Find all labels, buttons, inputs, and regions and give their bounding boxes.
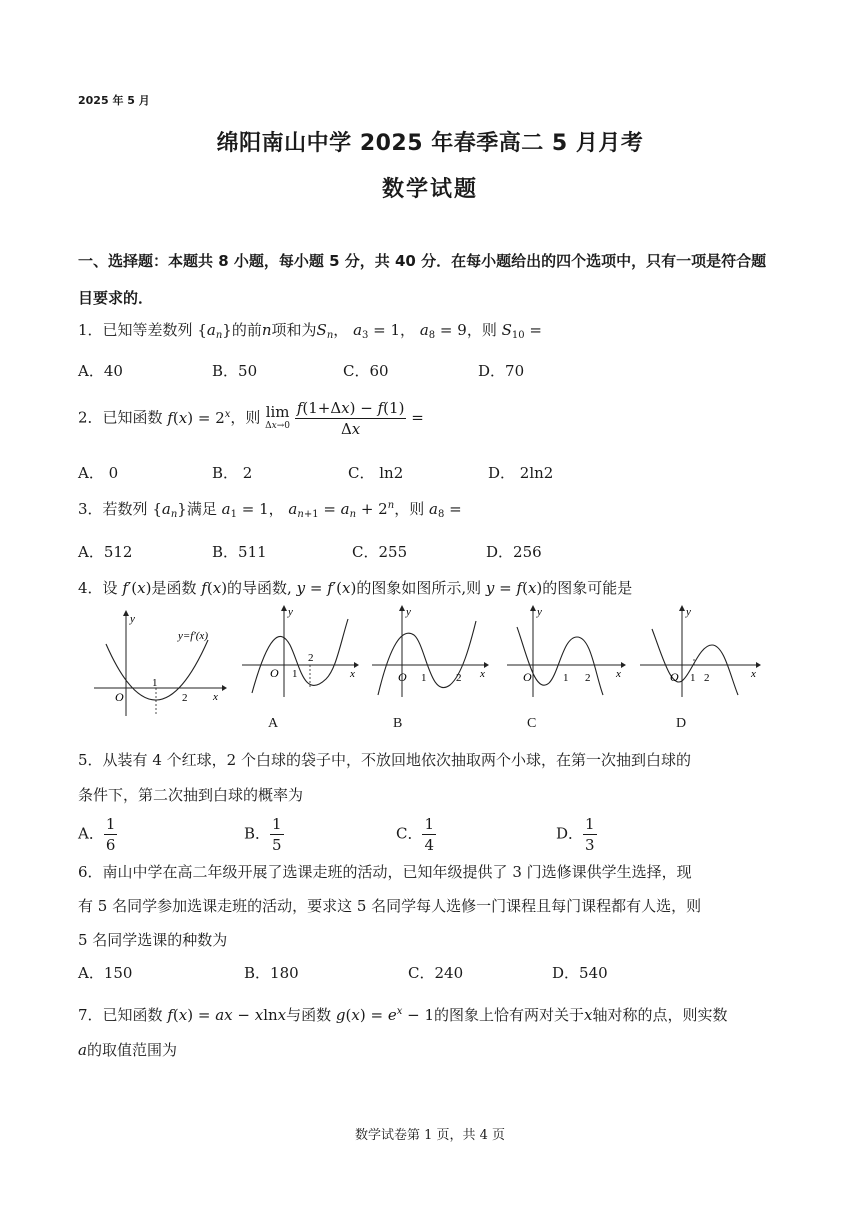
svg-text:y=f′(x): y=f′(x) [178,630,208,642]
math-gx-7: $g(x) = e^x - 1$ [335,1006,435,1024]
section-heading: 一、选择题：本题共 8 小题，每小题 5 分，共 40 分．在每小题给出的四个选项中，只有一项是符合题目要求的． [78,252,767,307]
question-6: 6．南山中学在高二年级开展了选课走班的活动，已知年级提供了 3 门选修课供学生选择，现 [78,863,692,881]
page-footer: 数学试卷第 1 页，共 4 页 [354,1128,506,1143]
q6-option-d: D．540 [552,964,608,982]
exam-date: 2025 年 5 月 [78,94,150,107]
q1-option-b: B．50 [212,362,258,380]
question-1: 1．已知等差数列 $\{a_n\}$的前n项和为$S_n$， $a_3 = 1$， $a_8 = 9$，则 $S_{10}$ = [78,321,542,341]
svg-text:1: 1 [421,672,427,684]
q5-option-a: A． $\frac{1}{6}$ [78,815,116,854]
question-6-line3: 5 名同学选课的种数为 [78,931,228,949]
question-2: 2．已知函数 $f(x) = 2^x$，则 lim Δx→0 $\frac{f(1+\Delta x) - f(1)}{\Delta x}$ = [78,399,424,438]
math-s10: $S_{10}$ = [501,321,542,341]
graph-a-label: A [268,716,279,731]
question-5-line2: 条件下，第二次抽到白球的概率为 [78,786,304,804]
math-fx: $f(x) = 2^x$ [167,408,231,427]
graph-b-label: B [393,716,403,731]
q2-option-a: A． 0 [78,464,119,482]
math-limit: lim Δx→0 [265,402,291,431]
svg-text:x: x [616,668,621,680]
graph-option-b [370,605,490,700]
svg-text:2: 2 [704,672,710,684]
svg-text:O: O [398,670,407,684]
q1-option-c: C．60 [343,362,389,380]
svg-text:O: O [523,670,532,684]
q6-option-c: C．240 [408,964,464,982]
svg-text:y: y [537,606,542,618]
svg-text:2: 2 [585,672,591,684]
question-7-line2: a的取值范围为 [78,1041,177,1059]
svg-text:2: 2 [308,652,314,664]
svg-text:1: 1 [690,672,696,684]
q1-option-a: A．40 [78,362,123,380]
q1-option-d: D．70 [478,362,525,380]
q3-option-d: D．256 [486,543,542,561]
question-3: 3．若数列 $\{a_n\}$满足 $a_1 = 1$， $a_{n+1} = a_n + 2^n$，则 $a_8$ = [78,500,462,520]
math-fx-7: f(x) = ax − xlnx [167,1006,287,1024]
svg-text:x: x [480,668,485,680]
q6-option-b: B．180 [244,964,299,982]
svg-text:y: y [686,606,691,618]
exam-title: 绵阳南山中学 2025 年春季高二 5 月月考 [216,131,644,156]
math-a8: $a_8 = 9$ [419,321,467,341]
svg-text:O: O [115,690,124,704]
graph-option-a [240,605,360,700]
graph-option-c [505,605,627,700]
svg-text:y: y [406,606,411,618]
math-difference-quotient: $\frac{f(1+\Delta x) - f(1)}{\Delta x}$ [296,399,405,438]
math-a3: $a_3 = 1$ [353,321,401,341]
svg-text:x: x [751,668,756,680]
q5-option-c: C． $\frac{1}{4}$ [396,815,435,854]
exam-subtitle: 数学试题 [381,177,478,202]
svg-text:O: O [670,670,679,684]
graph-option-d [638,605,762,700]
graph-c-label: C [527,716,537,731]
q6-option-a: A．150 [78,964,133,982]
svg-text:O: O [270,666,279,680]
svg-text:2: 2 [456,672,462,684]
graph-derivative [92,608,227,718]
q3-option-b: B．511 [212,543,267,561]
svg-text:1: 1 [563,672,569,684]
math-sequence: $\{a_n\}$ [197,321,232,341]
question-5: 5．从装有 4 个红球，2 个白球的袋子中，不放回地依次抽取两个小球，在第一次抽到白球的 [78,751,691,769]
svg-text:y: y [288,606,293,618]
question-7: 7．已知函数 f(x) = ax − xlnx与函数 $g(x) = e^x - 1$的图象上恰有两对关于x轴对称的点，则实数 [78,1006,728,1024]
svg-text:2: 2 [182,692,188,704]
svg-text:1: 1 [292,668,298,680]
q3-option-a: A．512 [78,543,133,561]
svg-text:1: 1 [152,677,158,689]
svg-text:y: y [130,613,135,625]
svg-text:x: x [213,691,218,703]
q2-option-d: D． 2ln2 [488,464,554,482]
math-a1: $a_1 = 1$ [221,500,269,520]
math-recurrence: $a_{n+1} = a_n + 2^n$ [288,500,395,520]
q2-option-b: B． 2 [212,464,253,482]
svg-text:x: x [350,668,355,680]
question-6-line2: 有 5 名同学参加选课走班的活动，要求这 5 名同学每人选修一门课程且每门课程都有人选，则 [78,897,702,915]
q5-option-b: B． $\frac{1}{5}$ [244,815,282,854]
graph-d-label: D [676,716,687,731]
question-4: 4．设 f′(x)是函数 f(x)的导函数, y = f′(x)的图象如图所示,则 y = f(x)的图象可能是 [78,579,633,597]
q2-option-c: C． ln2 [348,464,404,482]
q5-option-d: D． $\frac{1}{3}$ [556,815,595,854]
math-a8-query: $a_8$ = [428,500,462,520]
q3-option-c: C．255 [352,543,408,561]
